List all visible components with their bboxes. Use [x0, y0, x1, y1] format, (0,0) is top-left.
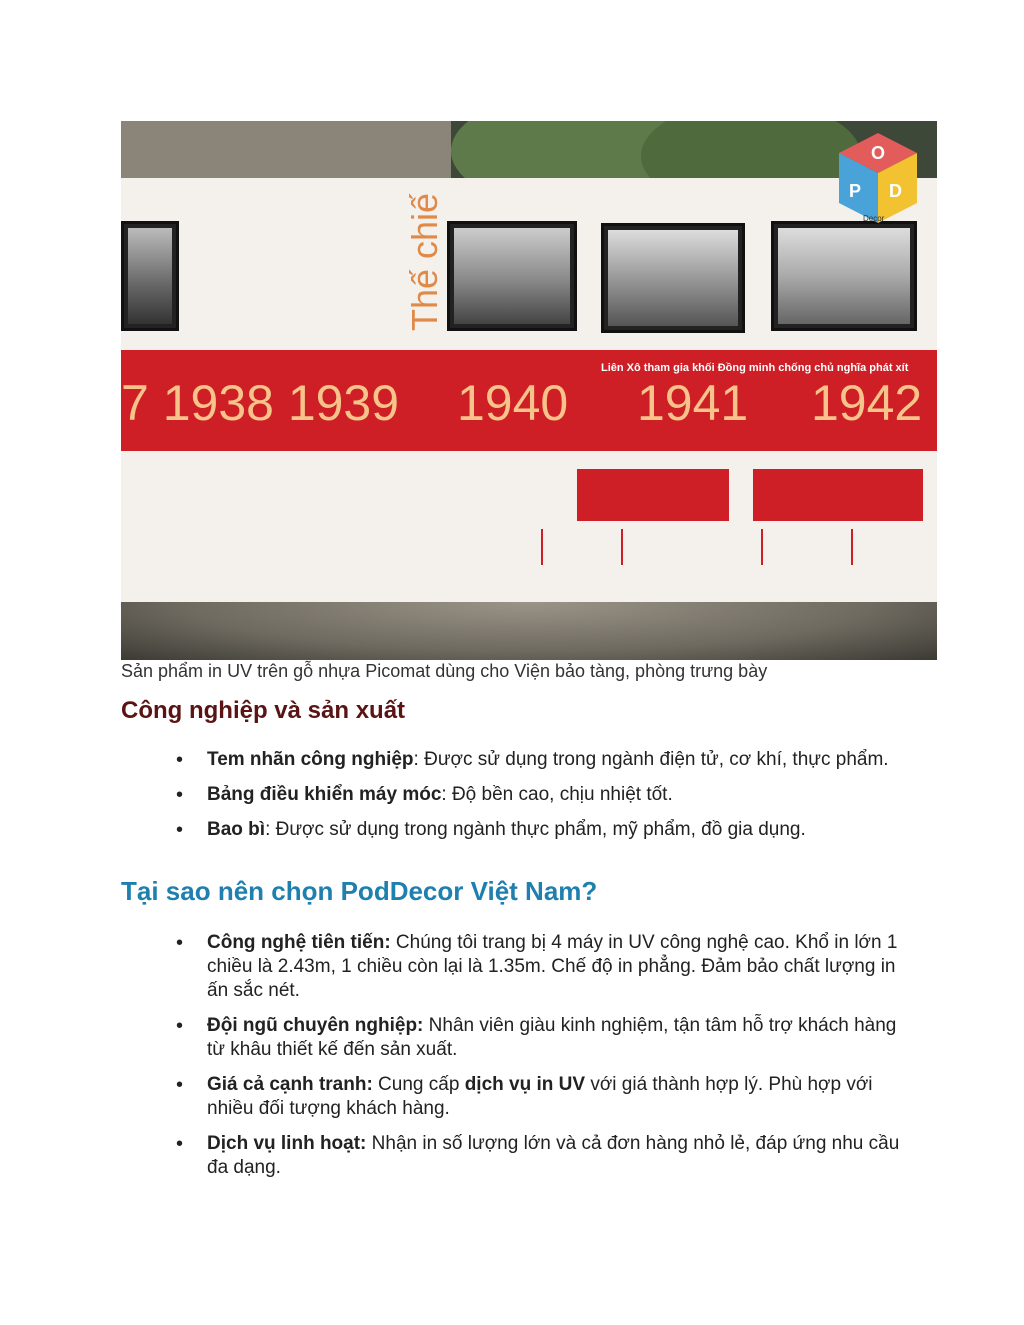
background-wall — [121, 121, 451, 181]
round-table — [121, 602, 937, 660]
photo-frame-eiffel — [447, 221, 577, 331]
photo-frame-battle — [771, 221, 917, 331]
svg-text:P: P — [849, 181, 862, 201]
list-item: • Giá cả cạnh tranh: Cung cấp dịch vụ in UV với giá thành hợp lý. Phù hợp với nhiều đối tượng khách hàng. — [176, 1073, 906, 1121]
vertical-title: Thế chiế — [404, 192, 445, 331]
portrait-frame — [121, 221, 179, 331]
svg-text:O: O — [871, 143, 886, 163]
list-item: • Dịch vụ linh hoạt: Nhận in số lượng lớn và cả đơn hàng nhỏ lẻ, đáp ứng nhu cầu đa dạng. — [176, 1132, 906, 1180]
reasons-list — [176, 931, 906, 1191]
poddecor-logo — [837, 131, 919, 226]
timeline-note: Liên Xô tham gia khối Đồng minh chống chủ nghĩa phát xít — [601, 362, 909, 374]
image-caption: Sản phẩm in UV trên gỗ nhựa Picomat dùng cho Viện bảo tàng, phòng trưng bày — [121, 661, 768, 681]
year-label: 1941 — [637, 375, 749, 431]
industry-list — [176, 748, 906, 853]
list-item: • Đội ngũ chuyên nghiệp: Nhân viên giàu kinh nghiệm, tận tâm hỗ trợ khách hàng từ khâu thiết kế đến sản xuất. — [176, 1014, 906, 1062]
photo-frame-soldiers — [601, 223, 745, 333]
year-label: 7 1938 1939 — [121, 375, 400, 431]
event-card — [753, 469, 923, 521]
year-label: 1942 — [811, 375, 923, 431]
year-label: 1940 — [457, 375, 569, 431]
list-item: • Bảng điều khiển máy móc: Độ bền cao, chịu nhiệt tốt. — [176, 783, 906, 807]
section-heading: Công nghiệp và sản xuất — [121, 697, 406, 724]
list-item: • Công nghệ tiên tiến: Chúng tôi trang bị 4 máy in UV công nghệ cao. Khổ in lớn 1 chiều là 2.43m, 1 chiều còn lại là 1.35m. Chế độ in phẳng. Đảm bảo chất lượng in ấn sắc nét. — [176, 931, 906, 1003]
section-heading: Tại sao nên chọn PodDecor Việt Nam? — [121, 876, 598, 906]
event-card — [577, 469, 729, 521]
svg-text:Decor: Decor — [863, 214, 885, 223]
uv-service-link[interactable]: dịch vụ in UV — [464, 1074, 586, 1095]
svg-text:D: D — [889, 181, 902, 201]
list-item: • Tem nhãn công nghiệp: Được sử dụng trong ngành điện tử, cơ khí, thực phẩm. — [176, 748, 906, 772]
list-item: • Bao bì: Được sử dụng trong ngành thực phẩm, mỹ phẩm, đồ gia dụng. — [176, 818, 906, 842]
product-photo — [121, 121, 937, 660]
